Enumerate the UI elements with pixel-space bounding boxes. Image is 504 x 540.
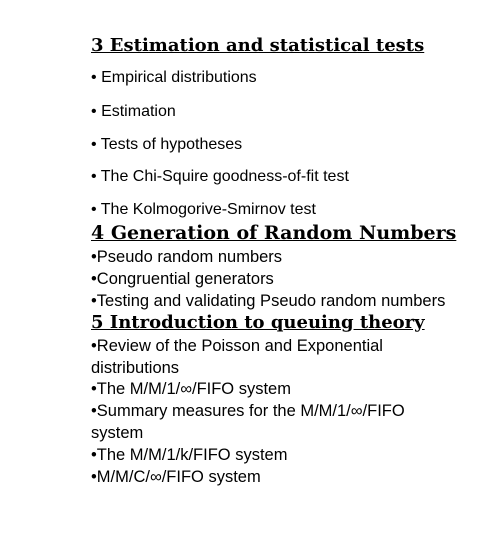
list-item xyxy=(91,201,316,219)
list-item-text: M/M/C/∞/FIFO system xyxy=(96,468,261,486)
section-4-title: 4 Generation of Random Numbers xyxy=(91,222,457,244)
bullet: • xyxy=(91,201,97,218)
list-item xyxy=(91,103,176,121)
list-item-text: Pseudo random numbers xyxy=(96,248,283,266)
section-5-title: 5 Introduction to queuing theory xyxy=(91,312,425,333)
list-item-text: Estimation xyxy=(101,103,176,120)
bullet: • xyxy=(91,136,97,153)
list-item-text: The Kolmogorive-Smirnov test xyxy=(100,201,316,218)
bullet: • xyxy=(91,292,97,310)
list-item xyxy=(91,168,349,186)
list-item-text: Summary measures for the M/M/1/∞/FIFO system xyxy=(91,402,405,442)
list-item-text: The M/M/1/∞/FIFO system xyxy=(96,380,291,398)
bullet: • xyxy=(91,103,97,120)
list-item-text: Empirical distributions xyxy=(101,69,257,86)
list-item-text: The M/M/1/k/FIFO system xyxy=(96,446,288,464)
list-item xyxy=(91,400,451,444)
list-item xyxy=(91,268,274,290)
bullet: • xyxy=(91,446,97,464)
list-item-text: Tests of hypotheses xyxy=(100,136,243,153)
list-item xyxy=(91,444,287,466)
bullet: • xyxy=(91,168,97,185)
bullet: • xyxy=(91,402,97,420)
bullet: • xyxy=(91,337,97,355)
list-item xyxy=(91,378,291,400)
list-item xyxy=(91,335,421,379)
section-3-title: 3 Estimation and statistical tests xyxy=(91,35,425,56)
list-item-text: Testing and validating Pseudo random numbers xyxy=(96,292,446,310)
list-item xyxy=(91,69,257,87)
list-item xyxy=(91,466,261,488)
bullet: • xyxy=(91,248,97,266)
bullet: • xyxy=(91,380,97,398)
bullet: • xyxy=(91,69,97,86)
list-item xyxy=(91,246,282,268)
list-item-text: Congruential generators xyxy=(96,270,274,288)
list-item xyxy=(91,136,242,154)
list-item-text: The Chi-Squire goodness-of-fit test xyxy=(100,168,349,185)
list-item-text: Review of the Poisson and Exponential distributions xyxy=(91,337,383,377)
bullet: • xyxy=(91,270,97,288)
bullet: • xyxy=(91,468,97,486)
list-item xyxy=(91,290,445,312)
